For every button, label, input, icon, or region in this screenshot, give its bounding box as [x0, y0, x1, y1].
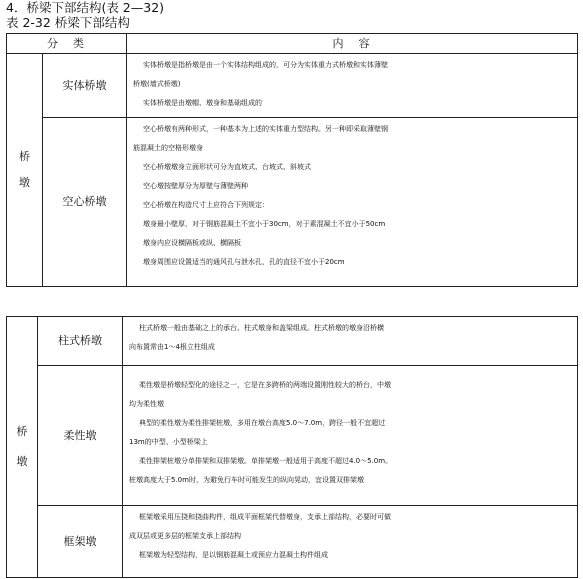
content-hollow-pier	[127, 118, 578, 287]
subcategory-flexible-pier: 柔性墩	[38, 366, 123, 506]
content-line: 墩身内应设横隔板或纵、横隔板	[143, 239, 241, 247]
content-line: 筋混凝土的空格形墩身	[133, 144, 203, 152]
content-line: 成双层或更多层的框架支承上部结构	[129, 532, 241, 540]
subcategory-hollow-pier: 空心桥墩	[43, 118, 127, 287]
table-title: 表 2-32 桥梁下部结构	[6, 15, 130, 30]
subcategory-column-pier: 柱式桥墩	[38, 317, 123, 366]
content-line: 柱式桥墩一般由基础之上的承台、柱式墩身和盖梁组成。柱式桥墩的墩身沿桥横	[139, 324, 384, 332]
content-line: 桩墩高度大于5.0m时，为避免行车时可能发生的纵向晃动，宜设置双排架墩	[129, 476, 364, 484]
content-line: 框架墩采用压挠和挠曲构件，组成平面框架代替墩身，支承上部结构，必要时可做	[139, 513, 391, 521]
content-line: 空心桥墩在构造尺寸上应符合下列规定：	[143, 201, 269, 209]
content-line: 墩身周围应设置适当的通风孔与泄水孔，孔的直径不宜小于20cm	[143, 258, 345, 266]
category-char-1: 桥	[16, 425, 28, 438]
category-cell	[7, 317, 38, 578]
content-line: 典型的柔性墩为柔性排架桩墩，多用在墩台高度5.0～7.0m，跨径一般不宜超过	[139, 419, 386, 427]
header-content: 内 容	[127, 34, 578, 54]
content-line: 向布置常由1～4根立柱组成	[129, 343, 215, 351]
content-line: 空心墩按壁厚分为厚壁与薄壁两种	[143, 182, 248, 190]
bridge-substructure-table-part1	[6, 33, 578, 287]
content-line: 桥墩(墙式桥墩)	[133, 80, 181, 88]
section-heading: 4．桥梁下部结构(表 2—32)	[6, 0, 165, 15]
content-line: 空心桥墩墩身立面形状可分为直坡式、台坡式、斜坡式	[143, 163, 311, 171]
content-line: 实体桥墩是由墩帽、墩身和基础组成的	[143, 99, 262, 107]
category-cell	[7, 54, 43, 287]
bridge-substructure-table-part2	[6, 316, 578, 578]
content-line: 均为柔性墩	[129, 400, 164, 408]
subcategory-solid-pier: 实体桥墩	[43, 54, 127, 118]
content-column-pier	[123, 317, 578, 366]
content-line: 墩身最小壁厚，对于钢筋混凝土不宜小于30cm，对于素混凝土不宜小于50cm	[143, 220, 386, 228]
category-char-2: 墩	[19, 176, 30, 189]
content-frame-pier	[123, 506, 578, 578]
content-flexible-pier	[123, 366, 578, 506]
content-line: 13m的中型、小型桥梁上	[129, 438, 208, 446]
category-char-2: 墩	[16, 455, 28, 468]
content-line: 柔性排架桩墩分单排架和双排架墩。单排架墩一般适用于高度不超过4.0～5.0m。	[139, 457, 393, 465]
content-solid-pier	[127, 54, 578, 118]
content-line: 柔性墩是桥墩轻型化的途径之一，它是在多跨桥的两端设置刚性较大的桥台，中墩	[139, 381, 391, 389]
content-line: 空心桥墩有两种形式，一种基本为上述的实体重力型结构。另一种即采取薄壁钢	[143, 125, 388, 133]
content-line: 实体桥墩是指桥墩是由一个实体结构组成的，可分为实体重力式桥墩和实体薄壁	[143, 61, 388, 69]
content-line: 框架墩为轻型结构，是以钢筋混凝土或预应力混凝土构件组成	[139, 551, 328, 559]
category-char-1: 桥	[19, 150, 30, 163]
subcategory-frame-pier: 框架墩	[38, 506, 123, 578]
header-category: 分 类	[7, 34, 127, 54]
